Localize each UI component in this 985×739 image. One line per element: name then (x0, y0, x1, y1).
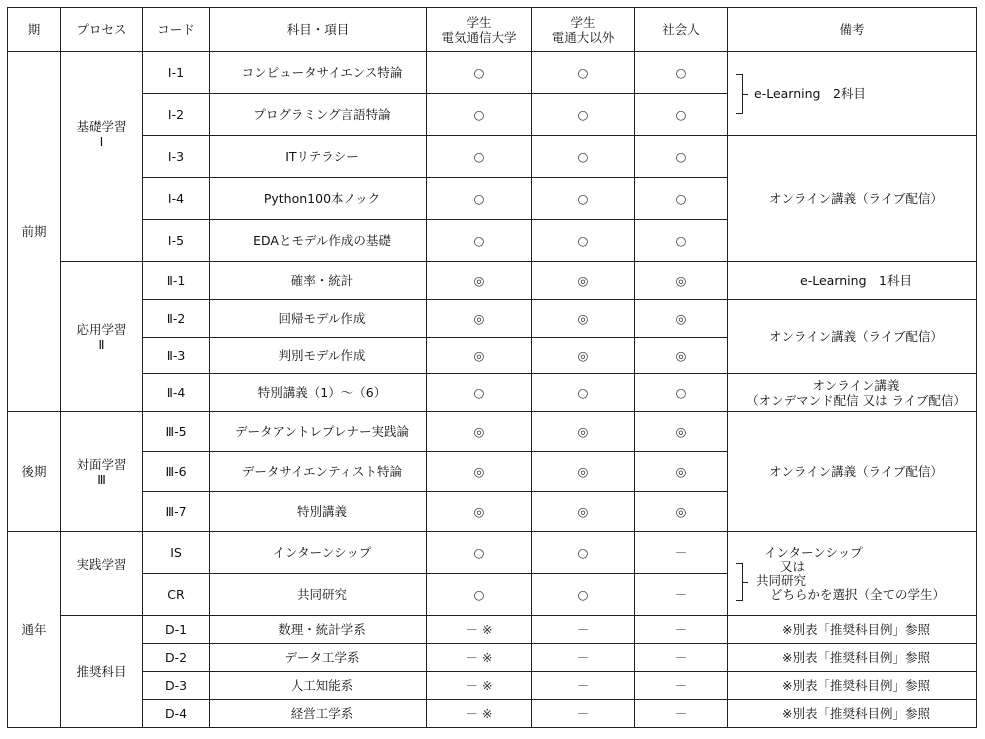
other-mark: ○ (532, 94, 635, 136)
note-online-ondemand-line1: オンライン講義 (812, 377, 900, 393)
uec-mark: ○ (427, 52, 532, 94)
code-cell: Ⅲ-5 (143, 412, 210, 452)
subject-cell: Python100本ノック (210, 178, 427, 220)
uec-mark: － ※ (427, 700, 532, 728)
code-cell: IS (143, 532, 210, 574)
header-row (8, 8, 977, 52)
note-choice-text (752, 546, 945, 602)
subject-cell: EDAとモデル作成の基礎 (210, 220, 427, 262)
note-online-live: オンライン講義（ライブ配信） (728, 136, 977, 262)
subject-cell: ITリテラシー (210, 136, 427, 178)
table-row (8, 616, 977, 644)
other-mark: ◎ (532, 300, 635, 338)
subject-cell: データ工学系 (210, 644, 427, 672)
worker-mark: ◎ (635, 492, 728, 532)
table-row (8, 700, 977, 728)
table-row (8, 532, 977, 574)
process-applied (61, 262, 143, 412)
subject-cell: コンピュータサイエンス特論 (210, 52, 427, 94)
note-reference: ※別表「推奨科目例」参照 (728, 644, 977, 672)
note-choice-line3: 共同研究 (756, 572, 807, 588)
other-mark: － (532, 700, 635, 728)
process-facetoface-numeral: Ⅲ (97, 471, 106, 487)
header-process: プロセス (61, 8, 143, 52)
uec-mark: ◎ (427, 412, 532, 452)
subject-cell: 数理・統計学系 (210, 616, 427, 644)
worker-mark: ◎ (635, 300, 728, 338)
code-cell: Ⅰ-2 (143, 94, 210, 136)
subject-cell: データアントレプレナー実践論 (210, 412, 427, 452)
curriculum-table (7, 7, 977, 728)
header-notes: 備考 (728, 8, 977, 52)
bracket-icon (736, 563, 743, 601)
uec-mark: ○ (427, 374, 532, 412)
table-row (8, 300, 977, 338)
uec-mark: ◎ (427, 262, 532, 300)
note-elearning-2 (728, 52, 977, 136)
uec-mark: ○ (427, 532, 532, 574)
other-mark: ◎ (532, 452, 635, 492)
code-cell: Ⅰ-4 (143, 178, 210, 220)
note-choice-line4: どちらかを選択（全ての学生） (770, 586, 946, 602)
note-elearning-1: e-Learning 1科目 (728, 262, 977, 300)
uec-mark: － ※ (427, 616, 532, 644)
worker-mark: ○ (635, 220, 728, 262)
table-row (8, 374, 977, 412)
note-reference: ※別表「推奨科目例」参照 (728, 672, 977, 700)
code-cell: CR (143, 574, 210, 616)
worker-mark: ○ (635, 178, 728, 220)
other-mark: ○ (532, 178, 635, 220)
other-mark: ◎ (532, 262, 635, 300)
code-cell: D-2 (143, 644, 210, 672)
code-cell: Ⅰ-1 (143, 52, 210, 94)
subject-cell: データサイエンティスト特論 (210, 452, 427, 492)
process-basic-label: 基礎学習 (76, 118, 127, 134)
note-online-live-3: オンライン講義（ライブ配信） (728, 412, 977, 532)
code-cell: Ⅲ-7 (143, 492, 210, 532)
code-cell: D-4 (143, 700, 210, 728)
header-code: コード (143, 8, 210, 52)
worker-mark: ○ (635, 94, 728, 136)
table-row (8, 52, 977, 94)
code-cell: Ⅰ-5 (143, 220, 210, 262)
code-cell: D-1 (143, 616, 210, 644)
worker-mark: ◎ (635, 262, 728, 300)
note-online-live-2: オンライン講義（ライブ配信） (728, 300, 977, 374)
process-facetoface-label: 対面学習 (76, 456, 127, 472)
process-facetoface (61, 412, 143, 532)
note-online-ondemand-line2: （オンデマンド配信 又は ライブ配信） (746, 392, 966, 408)
worker-mark: ◎ (635, 452, 728, 492)
subject-cell: 特別講義（1）～（6） (210, 374, 427, 412)
note-elearning-2-text: e-Learning 2科目 (754, 86, 866, 101)
other-mark: ◎ (532, 412, 635, 452)
header-other-line2: 電通大以外 (551, 29, 615, 45)
worker-mark: ○ (635, 52, 728, 94)
note-choice (728, 532, 977, 616)
process-recommended: 推奨科目 (61, 616, 143, 728)
note-reference: ※別表「推奨科目例」参照 (728, 616, 977, 644)
worker-mark: － (635, 532, 728, 574)
uec-mark: － ※ (427, 672, 532, 700)
other-mark: ○ (532, 136, 635, 178)
header-uec (427, 8, 532, 52)
note-reference: ※別表「推奨科目例」参照 (728, 700, 977, 728)
uec-mark: ○ (427, 136, 532, 178)
worker-mark: － (635, 644, 728, 672)
table-row (8, 412, 977, 452)
uec-mark: ○ (427, 94, 532, 136)
other-mark: ○ (532, 52, 635, 94)
uec-mark: ○ (427, 574, 532, 616)
bracket-icon (736, 74, 743, 114)
table-row (8, 672, 977, 700)
worker-mark: － (635, 672, 728, 700)
other-mark: ◎ (532, 338, 635, 374)
subject-cell: 確率・統計 (210, 262, 427, 300)
uec-mark: ◎ (427, 492, 532, 532)
note-choice-line2: 又は (780, 558, 806, 574)
code-cell: Ⅱ-1 (143, 262, 210, 300)
code-cell: Ⅱ-3 (143, 338, 210, 374)
other-mark: ○ (532, 574, 635, 616)
worker-mark: ◎ (635, 338, 728, 374)
worker-mark: － (635, 574, 728, 616)
code-cell: D-3 (143, 672, 210, 700)
note-online-ondemand (728, 374, 977, 412)
worker-mark: ○ (635, 136, 728, 178)
uec-mark: ○ (427, 178, 532, 220)
subject-cell: 共同研究 (210, 574, 427, 616)
worker-mark: ◎ (635, 412, 728, 452)
table-row (8, 136, 977, 178)
header-subject: 科目・項目 (210, 8, 427, 52)
table-row (8, 262, 977, 300)
process-basic-numeral: Ⅰ (99, 133, 104, 149)
note-choice-line1: インターンシップ (764, 544, 863, 560)
subject-cell: 判別モデル作成 (210, 338, 427, 374)
header-other-line1: 学生 (570, 14, 596, 30)
worker-mark: ○ (635, 374, 728, 412)
subject-cell: 回帰モデル作成 (210, 300, 427, 338)
other-mark: － (532, 672, 635, 700)
uec-mark: ◎ (427, 300, 532, 338)
header-other (532, 8, 635, 52)
subject-cell: 人工知能系 (210, 672, 427, 700)
header-uec-line1: 学生 (466, 14, 492, 30)
worker-mark: － (635, 616, 728, 644)
header-worker: 社会人 (635, 8, 728, 52)
code-cell: Ⅰ-3 (143, 136, 210, 178)
uec-mark: ○ (427, 220, 532, 262)
subject-cell: インターンシップ (210, 532, 427, 574)
subject-cell: プログラミング言語特論 (210, 94, 427, 136)
code-cell: Ⅲ-6 (143, 452, 210, 492)
other-mark: ○ (532, 220, 635, 262)
subject-cell: 経営工学系 (210, 700, 427, 728)
other-mark: － (532, 616, 635, 644)
other-mark: ◎ (532, 492, 635, 532)
uec-mark: ◎ (427, 338, 532, 374)
other-mark: － (532, 644, 635, 672)
period-full-year: 通年 (8, 532, 61, 728)
table-row (8, 644, 977, 672)
period-second: 後期 (8, 412, 61, 532)
header-period: 期 (8, 8, 61, 52)
process-applied-label: 応用学習 (76, 321, 127, 337)
uec-mark: ◎ (427, 452, 532, 492)
process-applied-numeral: Ⅱ (98, 336, 105, 352)
period-first: 前期 (8, 52, 61, 412)
other-mark: ○ (532, 532, 635, 574)
worker-mark: － (635, 700, 728, 728)
process-basic (61, 52, 143, 262)
other-mark: ○ (532, 374, 635, 412)
code-cell: Ⅱ-2 (143, 300, 210, 338)
header-uec-line2: 電気通信大学 (441, 29, 517, 45)
process-practice-label: 実践学習 (76, 557, 127, 572)
subject-cell: 特別講義 (210, 492, 427, 532)
uec-mark: － ※ (427, 644, 532, 672)
code-cell: Ⅱ-4 (143, 374, 210, 412)
process-practice (61, 532, 143, 616)
